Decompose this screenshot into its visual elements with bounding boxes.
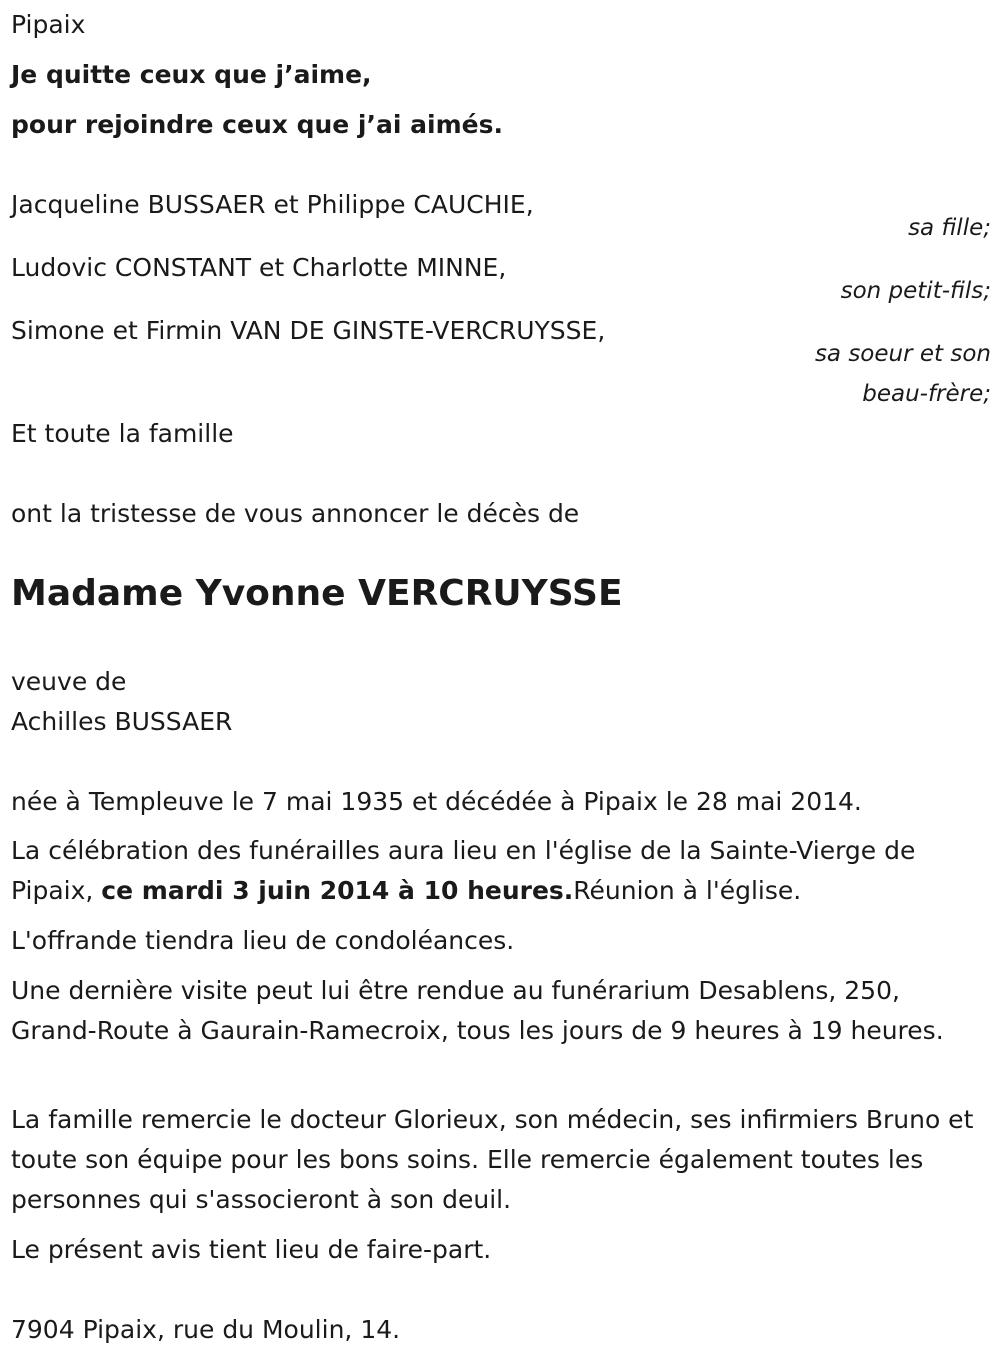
spouse-name: Achilles BUSSAER	[11, 707, 233, 736]
family-relation-3-line-2: beau-frère;	[862, 381, 991, 407]
family-relation-3-line-1: sa soeur et son	[814, 341, 991, 367]
offering: L'offrande tiendra lieu de condoléances.	[11, 926, 515, 955]
family-relation-2: son petit-fils;	[840, 278, 991, 304]
funeral-info	[11, 831, 986, 911]
family-relation-1: sa fille;	[908, 215, 991, 241]
birth-death: née à Templeuve le 7 mai 1935 et décédée à Pipaix le 28 mai 2014.	[11, 787, 862, 816]
notice: Le présent avis tient lieu de faire-part.	[11, 1235, 492, 1264]
location: Pipaix	[11, 10, 86, 39]
funeral-text-1: La célébration des funérailles aura lieu en l'église de la Sainte-Vierge de Pipaix,	[11, 836, 916, 905]
funeral-text-2: Réunion à l'église.	[573, 876, 802, 905]
family-names-1: Jacqueline BUSSAER et Philippe CAUCHIE,	[11, 190, 534, 219]
family-names-2: Ludovic CONSTANT et Charlotte MINNE,	[11, 253, 507, 282]
family-all: Et toute la famille	[11, 419, 234, 448]
obituary-notice	[11, 0, 991, 1364]
epigraph-line-2: pour rejoindre ceux que j’ai aimés.	[11, 110, 503, 139]
epigraph-line-1: Je quitte ceux que j’aime,	[11, 60, 372, 89]
funeral-datetime: ce mardi 3 juin 2014 à 10 heures.	[101, 876, 574, 905]
thanks: La famille remercie le docteur Glorieux, son médecin, ses infirmiers Bruno et toute son équipe pour les bons soins. Elle remercie également toutes les personnes qui s'associeront à son deuil.	[11, 1105, 974, 1214]
visit-info: Une dernière visite peut lui être rendue au funérarium Desablens, 250, Grand-Route à Gaurain-Ramecroix, tous les jours de 9 heures à 19 heures.	[11, 976, 944, 1045]
deceased-name: Madame Yvonne VERCRUYSSE	[11, 573, 623, 614]
announcement: ont la tristesse de vous annoncer le décès de	[11, 499, 580, 528]
widow-of-label: veuve de	[11, 667, 127, 696]
family-names-3: Simone et Firmin VAN DE GINSTE-VERCRUYSSE,	[11, 316, 606, 345]
address: 7904 Pipaix, rue du Moulin, 14.	[11, 1315, 401, 1344]
